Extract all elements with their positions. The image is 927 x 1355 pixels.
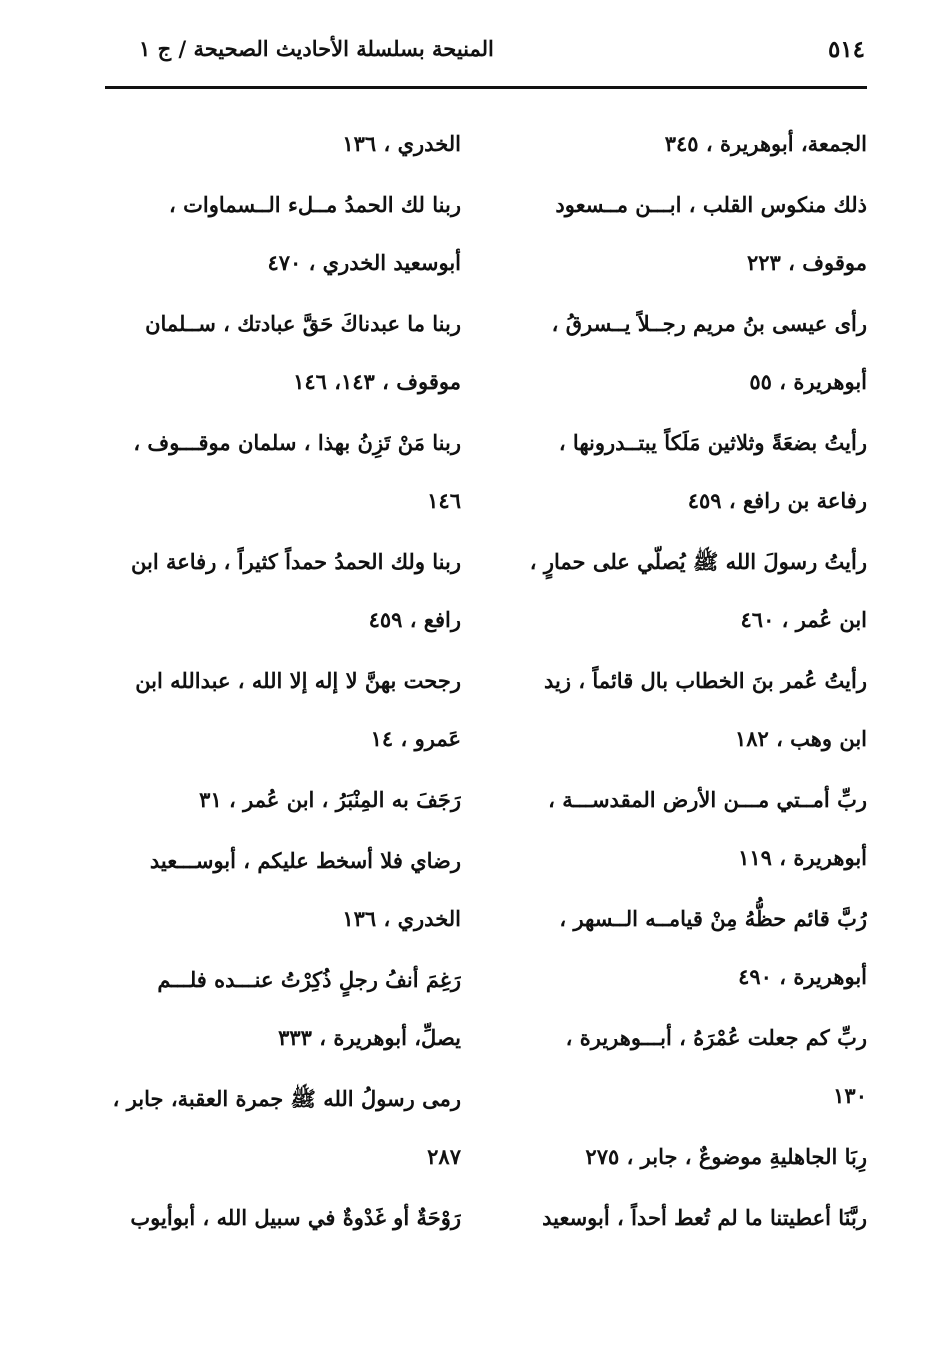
page-header — [105, 34, 867, 74]
index-entry — [512, 115, 867, 173]
index-entry — [106, 1189, 461, 1247]
index-entry-line: ربَّنَا أعطيتنا ما لم تُعط أحداً ، أبوسعيد — [542, 1205, 867, 1230]
index-entry-line: ربنا مَنْ تَزِنُ بهذا ، سلمان موقـــوف ، — [133, 430, 461, 455]
index-entry-line: موقوف ، ٢٢٣ — [747, 250, 867, 275]
index-entry-line: رأيتُ عُمر بنَ الخطاب بال قائماً ، زيد — [544, 668, 867, 693]
index-column-right — [512, 115, 867, 1247]
index-entry-line: رَوْحَةٌ أو غَدْوةٌ في سبيل الله ، أبوأيوب — [130, 1205, 461, 1230]
index-entry-line: يصلِّ، أبوهريرة ، ٣٣٣ — [278, 1025, 461, 1050]
index-entry-line: أبوهريرة ، ٤٩٠ — [738, 964, 867, 989]
index-entry-line: ربنا ولك الحمدُ حمداً كثيراً ، رفاعة ابن — [131, 549, 461, 574]
index-column-left — [106, 115, 461, 1247]
index-entry-line: أبوسعيد الخدري ، ٤٧٠ — [267, 250, 461, 275]
index-entry-line: رجحت بهنَّ لا إله إلا الله ، عبدالله ابن — [135, 668, 461, 693]
index-entry — [106, 414, 461, 530]
index-entry — [512, 1128, 867, 1186]
index-entry — [106, 115, 461, 173]
index-entry-line: رضاي فلا أسخط عليكم ، أبوســـعيد — [149, 848, 461, 873]
index-entry — [512, 176, 867, 292]
running-title: المنيحة بسلسلة الأحاديث الصحيحة / ج ١ — [139, 36, 494, 61]
index-entry-line: أبوهريرة ، ١١٩ — [738, 845, 867, 870]
index-entry-line: رِبَا الجاهليةِ موضوعٌ ، جابر ، ٢٧٥ — [585, 1144, 867, 1169]
index-entry-line: رأى عيسى بنُ مريم رجــلاً يــسرقُ ، — [551, 311, 867, 336]
index-entry-line: ذلك منكوس القلب ، ابـــن مــسعود — [555, 192, 867, 217]
index-entry — [106, 771, 461, 829]
index-entry-line: ربِّ أمــتي مـــن الأرض المقدســـة ، — [548, 787, 867, 812]
index-entry-line: رَجَفَ به المِنْبَرُ ، ابن عُمر ، ٣١ — [199, 787, 461, 812]
index-entry-line: ابن عُمر ، ٤٦٠ — [740, 607, 867, 632]
index-entry — [106, 533, 461, 649]
index-entry-line: ربنا ما عبدناكَ حَقَّ عبادتك ، ســلمان — [145, 311, 461, 336]
index-entry-line: ربنا لك الحمدُ مــلء الــسماوات ، — [169, 192, 461, 217]
index-entry-line: عَمرو ، ١٤ — [370, 726, 461, 751]
index-entry — [512, 652, 867, 768]
index-entry — [106, 176, 461, 292]
index-entry — [106, 832, 461, 948]
index-entry-line: رأيتُ بضعَةً وثلاثين مَلَكاً يبتــدرونها ، — [558, 430, 867, 455]
index-entry-line: ابن وهب ، ١٨٢ — [734, 726, 867, 751]
index-entry-line: أبوهريرة ، ٥٥ — [749, 369, 867, 394]
index-entry — [512, 533, 867, 649]
index-entry — [106, 652, 461, 768]
index-entry — [106, 295, 461, 411]
index-entry-line: رأيتُ رسولَ الله ﷺ يُصلّي على حمارٍ ، — [529, 549, 867, 574]
index-entry-line: الجمعة، أبوهريرة ، ٣٤٥ — [664, 131, 867, 156]
index-entry-line: ١٤٦ — [427, 488, 461, 513]
page-number: ٥١٤ — [827, 36, 865, 63]
index-entry-line: ٢٨٧ — [427, 1144, 461, 1169]
index-entry-line: رمى رسولُ الله ﷺ جمرة العقبة، جابر ، — [112, 1086, 461, 1111]
index-entry-line: ١٣٠ — [833, 1083, 867, 1108]
index-entry — [512, 1009, 867, 1125]
index-entry-line: موقوف ، ١٤٣، ١٤٦ — [293, 369, 461, 394]
index-entry-line: ربِّ كم جعلت عُمْرَهُ ، أبـــوهريرة ، — [565, 1025, 867, 1050]
index-entry — [512, 890, 867, 1006]
index-entry-line: الخدري ، ١٣٦ — [342, 131, 461, 156]
index-entry — [512, 1189, 867, 1247]
index-entry — [106, 951, 461, 1067]
index-entry-line: رافع ، ٤٥٩ — [368, 607, 461, 632]
index-entry-line: رَغِمَ أنفُ رجلٍ ذُكِرْتُ عنـــده فلـــم — [157, 967, 461, 992]
index-entry — [512, 771, 867, 887]
index-entry — [512, 414, 867, 530]
index-entry-line: رفاعة بن رافع ، ٤٥٩ — [687, 488, 867, 513]
index-entry-line: الخدري ، ١٣٦ — [342, 906, 461, 931]
index-entry — [512, 295, 867, 411]
index-entry — [106, 1070, 461, 1186]
index-entry-line: رُبَّ قائم حظُّهُ مِنْ قيامــه الــسهر ، — [559, 906, 867, 931]
header-rule — [105, 86, 867, 89]
